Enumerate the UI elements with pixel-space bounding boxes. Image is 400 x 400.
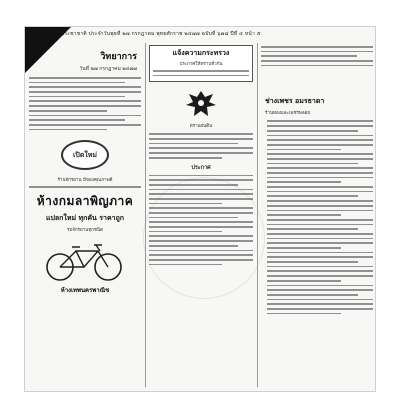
- ad-subline: รถจักรยานทุกชนิด: [67, 227, 103, 233]
- ad-footer: ห้างเทพนครพาณิช: [60, 286, 110, 294]
- text-line: [29, 115, 141, 117]
- text-line: [149, 207, 253, 209]
- text-line: [261, 65, 373, 67]
- text-line: [267, 149, 341, 151]
- text-line: [267, 167, 373, 169]
- text-line: [261, 55, 357, 57]
- text-line: [29, 110, 107, 112]
- text-line: [267, 280, 341, 282]
- official-notice-box: [149, 45, 253, 82]
- middle-column: [149, 43, 253, 387]
- text-line: [29, 186, 141, 188]
- right-column: [261, 43, 373, 387]
- text-line: [267, 181, 341, 183]
- text-line: [267, 125, 373, 127]
- text-line: [149, 184, 238, 186]
- article-subtitle: ร้านทองและเพชรพลอย: [265, 111, 310, 117]
- text-line: [149, 254, 253, 256]
- text-line: [267, 270, 373, 272]
- notice-subhead: ประกาศ: [191, 164, 211, 171]
- text-line: [153, 75, 249, 77]
- text-line: [149, 138, 253, 140]
- text-line: [267, 252, 373, 254]
- text-line: [267, 242, 373, 244]
- text-line: [267, 224, 373, 226]
- text-line: [153, 70, 249, 72]
- text-line: [149, 133, 253, 135]
- text-line: [149, 147, 253, 149]
- masthead: ประชาชาติ ประจำวันพุธที่ ๒๗ กรกฎาคม พุทธศักราช ๒๔๗๗ ฉบับที่ ๖๗๘ ปีที่ ๔ หน้า ๕: [61, 31, 261, 37]
- text-line: [29, 82, 125, 84]
- text-line: [149, 217, 238, 219]
- text-line: [149, 212, 253, 214]
- text-line: [149, 189, 253, 191]
- text-line: [267, 313, 341, 315]
- newspaper-page: [24, 26, 376, 392]
- text-line: [267, 130, 358, 132]
- text-line: [267, 219, 373, 221]
- text-line: [261, 46, 373, 48]
- column-rule: [145, 43, 146, 387]
- text-line: [267, 191, 373, 193]
- text-line: [149, 157, 222, 159]
- text-line: [267, 308, 373, 310]
- date-text: วันที่ ๒๗ กรกฎาคม ๒๔๗๗: [79, 66, 137, 72]
- text-line: [149, 240, 253, 242]
- text-line: [267, 256, 373, 258]
- text-line: [149, 245, 238, 247]
- text-line: [149, 235, 253, 237]
- text-line: [29, 91, 141, 93]
- text-line: [267, 285, 373, 287]
- text-line: [29, 124, 141, 126]
- text-line: [149, 193, 253, 195]
- text-line: [267, 266, 373, 268]
- text-line: [267, 177, 373, 179]
- text-line: [149, 179, 253, 181]
- text-line: [267, 172, 373, 174]
- column-rule: [257, 43, 258, 387]
- ad-shop-name: ห้างกมลาพิญภาค: [36, 193, 134, 208]
- text-line: [29, 119, 125, 121]
- text-line: [267, 205, 373, 207]
- text-line: [267, 158, 373, 160]
- text-line: [267, 186, 373, 188]
- text-line: [267, 120, 373, 122]
- text-line: [267, 214, 341, 216]
- text-line: [149, 198, 253, 200]
- text-line: [267, 303, 373, 305]
- notice-oval: [61, 140, 109, 170]
- ad-tagline: แปลกใหม่ ทุกคัน ราคาถูก: [45, 212, 125, 222]
- garuda-emblem-icon: [184, 88, 218, 120]
- text-line: [149, 203, 222, 205]
- bicycle-icon: [42, 237, 128, 283]
- text-line: [267, 163, 358, 165]
- text-line: [29, 86, 141, 88]
- text-line: [149, 175, 253, 177]
- box-title: แจ้งความกระทรวง: [172, 48, 230, 57]
- section-title: วิทยาการ: [100, 52, 137, 62]
- notice-label: เปิดใหม่: [72, 150, 98, 159]
- text-line: [29, 100, 141, 102]
- text-line: [29, 96, 125, 98]
- text-line: [261, 51, 373, 53]
- emblem-caption: ตราแผ่นดิน: [189, 124, 213, 130]
- text-line: [267, 139, 373, 141]
- text-line: [267, 144, 373, 146]
- text-line: [29, 105, 141, 107]
- ad-top-line: ร้านจักรยาน มีของคุณภาพดี: [57, 178, 113, 184]
- text-line: [267, 135, 373, 137]
- text-line: [267, 195, 358, 197]
- text-line: [267, 233, 373, 235]
- text-line: [149, 221, 253, 223]
- text-line: [29, 77, 141, 79]
- text-line: [267, 228, 358, 230]
- left-column: [29, 43, 141, 387]
- text-line: [267, 247, 341, 249]
- text-line: [149, 152, 253, 154]
- text-line: [267, 294, 358, 296]
- text-line: [149, 231, 222, 233]
- text-line: [149, 264, 222, 266]
- text-line: [267, 238, 373, 240]
- text-line: [149, 259, 253, 261]
- text-line: [267, 153, 373, 155]
- text-line: [267, 299, 373, 301]
- text-line: [149, 143, 238, 145]
- text-line: [267, 261, 358, 263]
- text-line: [267, 289, 373, 291]
- text-line: [267, 210, 373, 212]
- text-line: [261, 60, 373, 62]
- text-line: [149, 250, 253, 252]
- article-title: ช่างเพชร อมรธาดา: [265, 96, 325, 106]
- box-subtitle: ประกาศให้ทราบทั่วกัน: [179, 62, 223, 67]
- text-line: [29, 129, 107, 131]
- text-line: [267, 200, 373, 202]
- text-line: [267, 275, 373, 277]
- text-line: [149, 226, 253, 228]
